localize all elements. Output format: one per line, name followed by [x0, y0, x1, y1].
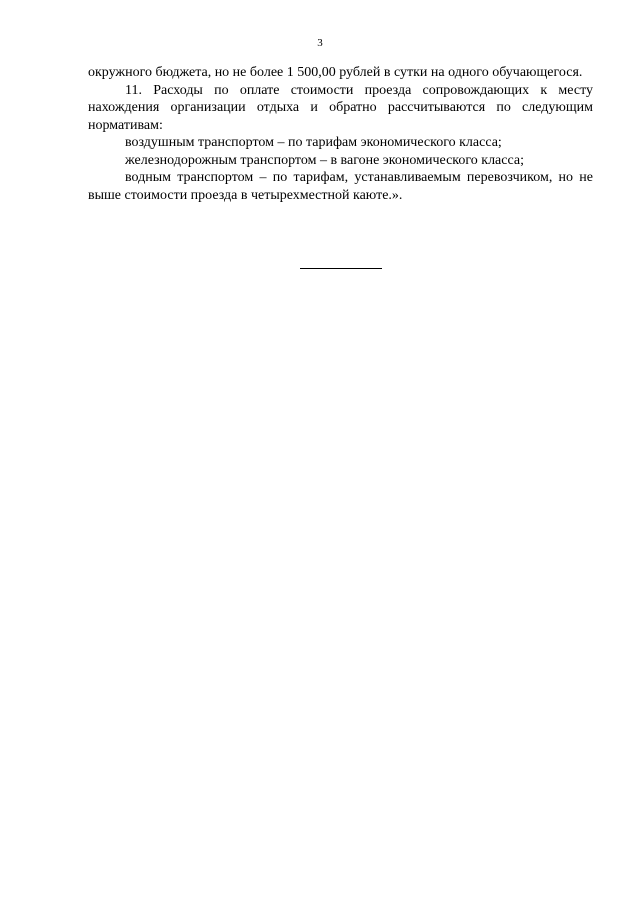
paragraph-water-transport: водным транспортом – по тарифам, устанавливаемым перевозчиком, но не выше стоимости проезда в четырехместной каюте.».: [88, 170, 593, 203]
page-number: 3: [317, 37, 323, 49]
paragraph-budget-continuation: окружного бюджета, но не более 1 500,00 рублей в сутки на одного обучающегося.: [88, 65, 583, 80]
paragraph-air-transport: воздушным транспортом – по тарифам экономического класса;: [125, 135, 502, 150]
document-body: [88, 64, 593, 204]
end-separator-line: [300, 268, 382, 269]
paragraph-item-11: 11. Расходы по оплате стоимости проезда сопровождающих к месту нахождения организации отдыха и обратно рассчитываются по следующим нормативам:: [88, 82, 593, 133]
paragraph-rail-transport: железнодорожным транспортом – в вагоне экономического класса;: [125, 152, 524, 168]
